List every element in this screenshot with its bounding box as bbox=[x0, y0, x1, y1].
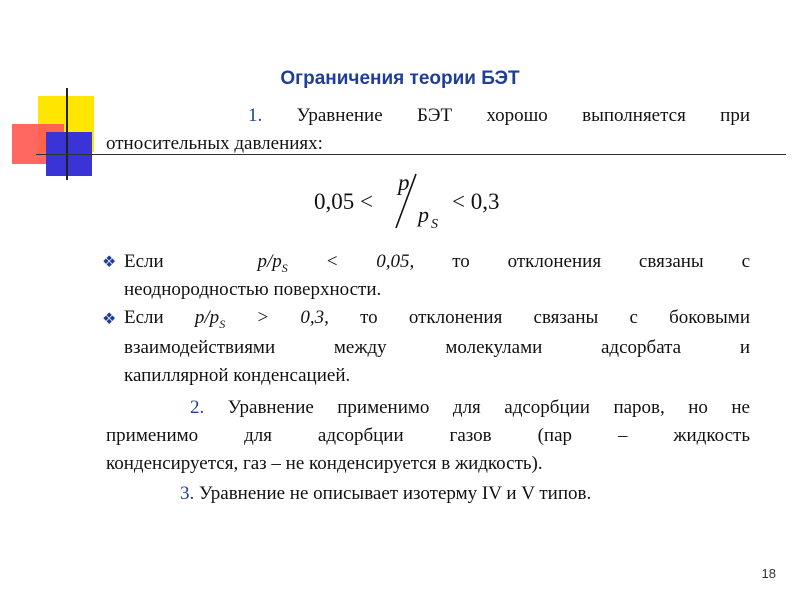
bullet2-line3: капиллярной конденсацией. bbox=[124, 365, 351, 386]
bullet1-ratio-sub: S bbox=[281, 260, 288, 275]
bet-range-formula bbox=[300, 168, 520, 232]
page-number: 18 bbox=[761, 566, 776, 581]
diamond-bullet-icon: ❖ bbox=[102, 252, 117, 271]
bullet1-line2: неоднородностью поверхности. bbox=[124, 279, 382, 300]
bullet2-ratio-text: p/p bbox=[194, 307, 220, 328]
bullet2-rest: то отклонения связаны с боковыми bbox=[360, 307, 750, 328]
item3-text: Уравнение не описывает изотерму IV и V типов. bbox=[199, 483, 592, 504]
bullet2-ratio-sub: S bbox=[219, 316, 226, 331]
bullet2-if: Если bbox=[124, 307, 164, 328]
formula-right: < 0,3 bbox=[452, 189, 500, 214]
item1-number: 1. bbox=[248, 105, 263, 126]
item1-line2: относительных давлениях: bbox=[106, 133, 323, 154]
formula-denominator-sub: S bbox=[431, 217, 438, 232]
bullet2-value: > 0,3, bbox=[256, 307, 329, 328]
slide-title: Ограничения теории БЭТ bbox=[280, 68, 520, 89]
bullet1-value: < 0,05, bbox=[325, 251, 415, 272]
item2-line3: конденсируется, газ – не конденсируется в жидкость). bbox=[106, 453, 543, 474]
formula-denominator: p bbox=[418, 202, 429, 227]
item1-text: Уравнение БЭТ хорошо выполняется при bbox=[296, 105, 750, 126]
bullet1-ratio-text: p/p bbox=[257, 251, 282, 272]
bullet1-line1 bbox=[124, 250, 750, 280]
item2-line2: применимо для адсорбции газов (пар – жидкость bbox=[106, 425, 750, 446]
bullet1-rest: то отклонения связаны с bbox=[452, 251, 750, 272]
item3-line bbox=[180, 482, 591, 506]
diamond-bullet-icon: ❖ bbox=[102, 309, 117, 328]
bullet2-line1 bbox=[124, 306, 750, 336]
bullet2-ratio bbox=[194, 307, 226, 331]
bullet1-ratio bbox=[257, 251, 288, 275]
bullet2-line2: взаимодействиями между молекулами адсорбата и bbox=[124, 337, 750, 358]
formula-left: 0,05 < bbox=[314, 189, 373, 214]
item3-number: 3. bbox=[180, 483, 195, 504]
item2-line1 bbox=[190, 396, 750, 420]
formula-numerator: p bbox=[398, 170, 410, 195]
bullet1-if: Если bbox=[124, 251, 164, 272]
decor-vertical-line bbox=[66, 88, 68, 180]
item2-number: 2. bbox=[190, 397, 205, 418]
item2-text: Уравнение применимо для адсорбции паров, но не bbox=[227, 397, 750, 418]
item1-line1 bbox=[248, 104, 750, 128]
